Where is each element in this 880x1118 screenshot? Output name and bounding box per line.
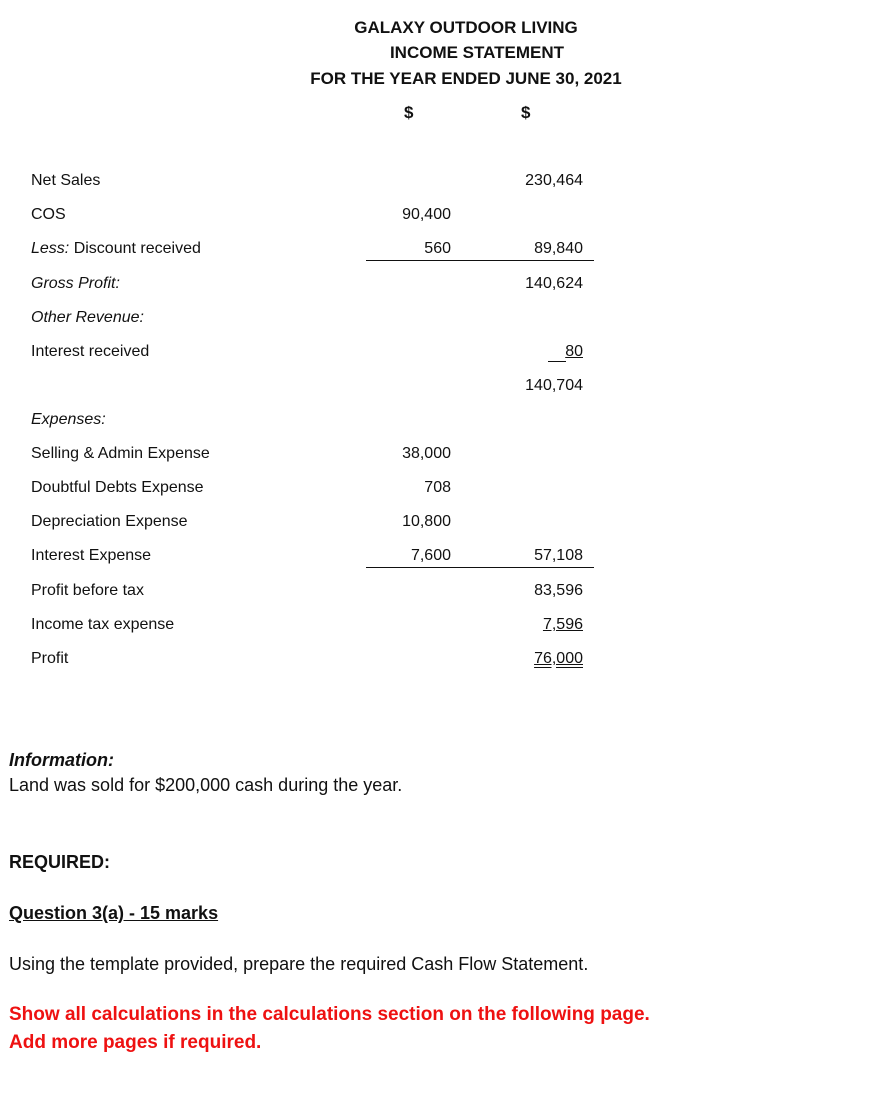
depreciation-value: 10,800: [402, 513, 451, 530]
income-tax-label: Income tax expense: [31, 616, 175, 633]
net-sales-label: Net Sales: [31, 172, 101, 189]
information-heading: Information:: [9, 750, 114, 770]
interest-expense-label: Interest Expense: [31, 547, 152, 564]
rule-after-cos: [366, 260, 594, 261]
discount-label-prefix: Less:: [31, 240, 70, 257]
subtotal-value: 140,704: [525, 377, 583, 394]
cos-value: 90,400: [402, 206, 451, 223]
net-cos-value: 89,840: [534, 240, 583, 257]
profit-before-tax-label: Profit before tax: [31, 582, 144, 599]
profit-value: 76,000: [534, 650, 583, 667]
calculation-note-line1: Show all calculations in the calculations section on the following page.: [9, 1004, 650, 1025]
expenses-label: Expenses:: [31, 411, 106, 428]
interest-received-label: Interest received: [31, 343, 150, 360]
calculation-note-line2: Add more pages if required.: [9, 1032, 262, 1053]
required-heading: REQUIRED:: [9, 852, 111, 872]
interest-received-value: 80: [565, 343, 583, 360]
selling-admin-label: Selling & Admin Expense: [31, 445, 210, 462]
other-revenue-label: Other Revenue:: [31, 309, 144, 326]
statement-title: INCOME STATEMENT: [389, 43, 565, 62]
total-expenses-value: 57,108: [534, 547, 583, 564]
income-tax-value: 7,596: [542, 616, 583, 633]
discount-label: [31, 240, 201, 258]
profit-label: Profit: [31, 650, 69, 667]
gross-profit-label: Gross Profit:: [31, 275, 120, 292]
question-heading: Question 3(a) - 15 marks: [9, 903, 219, 923]
currency-col2: $: [521, 103, 531, 122]
instruction-text: Using the template provided, prepare the required Cash Flow Statement.: [9, 954, 589, 974]
doubtful-debts-label: Doubtful Debts Expense: [31, 479, 204, 496]
interest-expense-value: 7,600: [410, 547, 451, 564]
discount-label-rest: Discount received: [69, 240, 201, 257]
profit-before-tax-value: 83,596: [534, 582, 583, 599]
company-name: GALAXY OUTDOOR LIVING: [354, 18, 578, 37]
rule-after-expenses: [366, 567, 594, 568]
information-text: Land was sold for $200,000 cash during the year.: [9, 775, 403, 795]
doubtful-debts-value: 708: [424, 479, 451, 496]
depreciation-label: Depreciation Expense: [31, 513, 188, 530]
currency-col1: $: [404, 103, 414, 122]
rule-interest-received: [548, 361, 566, 362]
selling-admin-value: 38,000: [402, 445, 451, 462]
discount-value: 560: [424, 240, 451, 257]
net-sales-value: 230,464: [525, 172, 583, 189]
gross-profit-value: 140,624: [525, 275, 583, 292]
statement-period: FOR THE YEAR ENDED JUNE 30, 2021: [310, 69, 622, 88]
cos-label: COS: [31, 206, 66, 223]
